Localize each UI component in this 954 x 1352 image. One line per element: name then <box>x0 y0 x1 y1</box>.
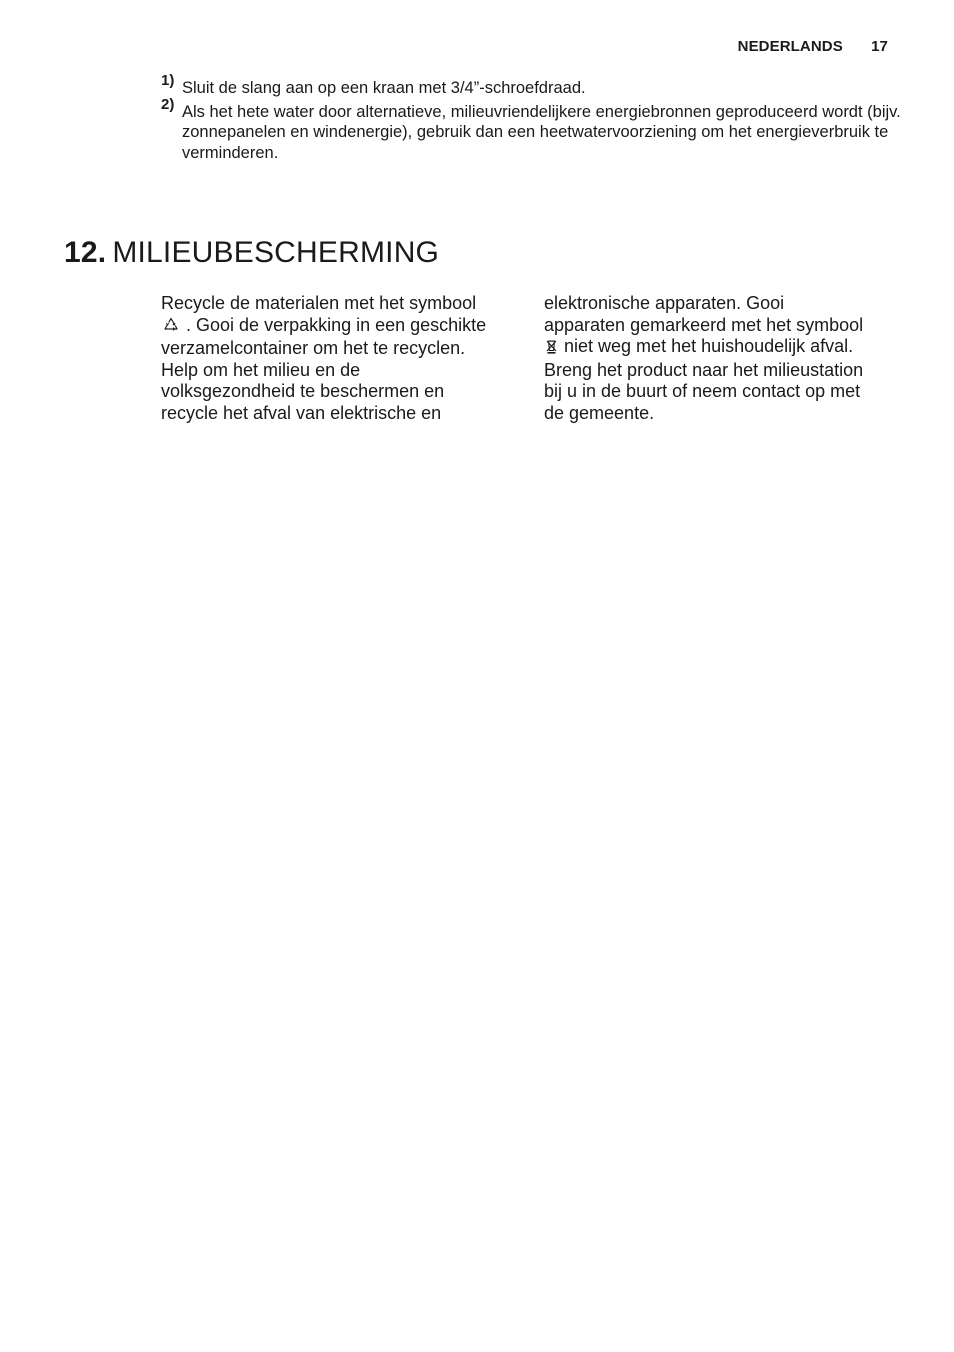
footnote-2-number: 2) <box>161 95 175 113</box>
page-header <box>738 38 888 55</box>
footnote-1-number: 1) <box>161 72 175 89</box>
section-title: MILIEUBESCHERMING <box>112 236 440 269</box>
footnote-2-text: Als het hete water door alternatieve, milieuvriendelijkere energiebronnen geproduceerd wordt (bijv. zonnepanelen en windenergie), gebruik dan een heetwatervoorziening om het energieverbruik te verminderen. <box>182 102 901 162</box>
footnote-2 <box>161 95 901 164</box>
recycle-icon <box>163 317 179 339</box>
paragraph-recycle-text-start: Recycle de materialen met het symbool <box>161 293 477 313</box>
paragraph-weee <box>544 293 864 424</box>
footnotes <box>161 72 901 166</box>
paragraph-weee-text-end: niet weg met het huishoudelijk afval. Breng het product naar het milieustation bij u in de buurt of neem contact op met de gemeente. <box>544 336 864 423</box>
page-number: 17 <box>871 38 888 55</box>
footnote-1 <box>161 72 901 99</box>
paragraph-weee-text-start: elektronische apparaten. Gooi apparaten gemarkeerd met het symbool <box>544 293 864 335</box>
paragraph-recycle <box>161 293 491 360</box>
body-column-left <box>161 293 491 424</box>
footnote-1-text: Sluit de slang aan op een kraan met 3/4”-schroefdraad. <box>182 79 586 97</box>
paragraph-recycle-text-end: . Gooi de verpakking in een geschikte verzamelcontainer om het te recyclen. <box>161 314 487 358</box>
body-column-right <box>544 293 864 424</box>
crossed-out-bin-icon <box>546 338 557 360</box>
section-heading <box>64 236 439 270</box>
paragraph-weee-intro: Help om het milieu en de volksgezondheid te beschermen en recycle het afval van elektrische en <box>161 359 445 423</box>
header-language: NEDERLANDS <box>737 38 843 55</box>
section-number: 12. <box>64 236 107 269</box>
